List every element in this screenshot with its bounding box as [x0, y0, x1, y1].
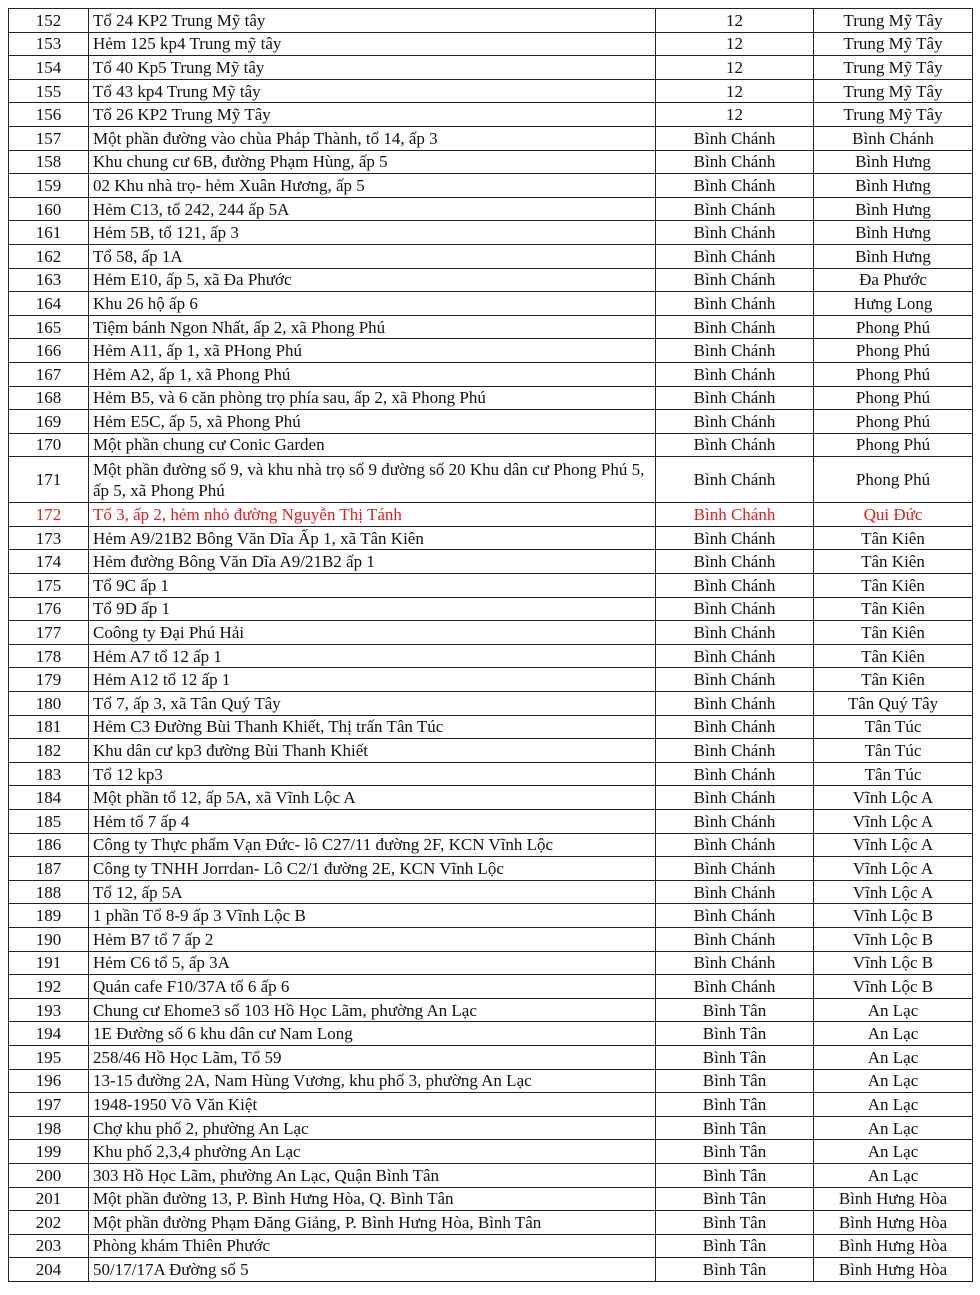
district-cell: Bình Chánh — [656, 503, 814, 527]
table-row — [9, 150, 973, 174]
district-cell: Bình Chánh — [656, 951, 814, 975]
address-cell: Khu dân cư kp3 đường Bùi Thanh Khiết — [89, 739, 656, 763]
ward-cell: An Lạc — [814, 1140, 973, 1164]
district-cell: Bình Chánh — [656, 975, 814, 999]
address-cell: Một phần tổ 12, ấp 5A, xã Vĩnh Lộc A — [89, 786, 656, 810]
district-cell: Bình Chánh — [656, 362, 814, 386]
district-cell: Bình Tân — [656, 1211, 814, 1235]
ward-cell: Trung Mỹ Tây — [814, 56, 973, 80]
table-row — [9, 126, 973, 150]
address-cell: Tổ 12 kp3 — [89, 762, 656, 786]
row-number-cell: 152 — [9, 9, 89, 33]
table-row — [9, 1258, 973, 1282]
ward-cell: Vĩnh Lộc B — [814, 951, 973, 975]
ward-cell: An Lạc — [814, 998, 973, 1022]
address-cell: Tiệm bánh Ngon Nhất, ấp 2, xã Phong Phú — [89, 315, 656, 339]
table-row — [9, 1163, 973, 1187]
table-row — [9, 1140, 973, 1164]
row-number-cell: 172 — [9, 503, 89, 527]
row-number-cell: 153 — [9, 32, 89, 56]
address-cell: 13-15 đường 2A, Nam Hùng Vương, khu phố 3, phường An Lạc — [89, 1069, 656, 1093]
district-cell: Bình Chánh — [656, 762, 814, 786]
district-cell: Bình Tân — [656, 1140, 814, 1164]
address-cell: Hẻm C13, tổ 242, 244 ấp 5A — [89, 197, 656, 221]
ward-cell: An Lạc — [814, 1069, 973, 1093]
ward-cell: Vĩnh Lộc A — [814, 810, 973, 834]
district-cell: Bình Chánh — [656, 197, 814, 221]
row-number-cell: 171 — [9, 457, 89, 503]
address-cell: Hẻm C6 tổ 5, ấp 3A — [89, 951, 656, 975]
district-cell: Bình Chánh — [656, 668, 814, 692]
address-cell: 1E Đường số 6 khu dân cư Nam Long — [89, 1022, 656, 1046]
row-number-cell: 176 — [9, 597, 89, 621]
address-cell: Một phần đường 13, P. Bình Hưng Hòa, Q. Bình Tân — [89, 1187, 656, 1211]
ward-cell: Qui Đức — [814, 503, 973, 527]
district-cell: Bình Chánh — [656, 244, 814, 268]
ward-cell: Bình Hưng Hòa — [814, 1234, 973, 1258]
address-cell: Tổ 58, ấp 1A — [89, 244, 656, 268]
district-cell: Bình Tân — [656, 1022, 814, 1046]
row-number-cell: 191 — [9, 951, 89, 975]
table-row — [9, 880, 973, 904]
address-cell: Khu chung cư 6B, đường Phạm Hùng, ấp 5 — [89, 150, 656, 174]
district-cell: Bình Tân — [656, 1116, 814, 1140]
table-row — [9, 56, 973, 80]
ward-cell: Trung Mỹ Tây — [814, 79, 973, 103]
address-cell: Hẻm tổ 7 ấp 4 — [89, 810, 656, 834]
lockdown-area-table-sheet — [8, 8, 973, 1282]
district-cell: 12 — [656, 32, 814, 56]
ward-cell: Phong Phú — [814, 410, 973, 434]
address-cell: Chợ khu phố 2, phường An Lạc — [89, 1116, 656, 1140]
table-row — [9, 810, 973, 834]
address-cell: Tổ 40 Kp5 Trung Mỹ tây — [89, 56, 656, 80]
table-row — [9, 221, 973, 245]
ward-cell: An Lạc — [814, 1116, 973, 1140]
row-number-cell: 179 — [9, 668, 89, 692]
district-cell: Bình Chánh — [656, 150, 814, 174]
address-cell: Công ty TNHH Jorrdan- Lô C2/1 đường 2E, KCN Vĩnh Lộc — [89, 857, 656, 881]
address-cell: Hẻm đường Bông Văn Dĩa A9/21B2 ấp 1 — [89, 550, 656, 574]
ward-cell: An Lạc — [814, 1163, 973, 1187]
ward-cell: Tân Kiên — [814, 644, 973, 668]
ward-cell: Phong Phú — [814, 339, 973, 363]
table-row — [9, 9, 973, 33]
row-number-cell: 180 — [9, 692, 89, 716]
district-cell: Bình Chánh — [656, 457, 814, 503]
row-number-cell: 193 — [9, 998, 89, 1022]
table-row — [9, 1234, 973, 1258]
address-cell: Hẻm B7 tổ 7 ấp 2 — [89, 927, 656, 951]
table-row — [9, 1022, 973, 1046]
row-number-cell: 196 — [9, 1069, 89, 1093]
address-cell: Hẻm A9/21B2 Bông Văn Dĩa Ấp 1, xã Tân Kiên — [89, 526, 656, 550]
ward-cell: Tân Kiên — [814, 668, 973, 692]
address-cell: 258/46 Hồ Học Lãm, Tổ 59 — [89, 1045, 656, 1069]
row-number-cell: 161 — [9, 221, 89, 245]
district-cell: Bình Chánh — [656, 550, 814, 574]
ward-cell: Bình Hưng Hòa — [814, 1211, 973, 1235]
district-cell: Bình Chánh — [656, 621, 814, 645]
row-number-cell: 187 — [9, 857, 89, 881]
address-cell: 1 phần Tổ 8-9 ấp 3 Vĩnh Lộc B — [89, 904, 656, 928]
address-cell: Hẻm E5C, ấp 5, xã Phong Phú — [89, 410, 656, 434]
address-cell: Hẻm A2, ấp 1, xã Phong Phú — [89, 362, 656, 386]
row-number-cell: 197 — [9, 1093, 89, 1117]
district-cell: Bình Chánh — [656, 574, 814, 598]
row-number-cell: 157 — [9, 126, 89, 150]
ward-cell: Phong Phú — [814, 433, 973, 457]
table-row — [9, 268, 973, 292]
row-number-cell: 155 — [9, 79, 89, 103]
ward-cell: Vĩnh Lộc A — [814, 857, 973, 881]
row-number-cell: 169 — [9, 410, 89, 434]
row-number-cell: 190 — [9, 927, 89, 951]
row-number-cell: 204 — [9, 1258, 89, 1282]
address-cell: Một phần chung cư Conic Garden — [89, 433, 656, 457]
ward-cell: Tân Túc — [814, 762, 973, 786]
ward-cell: Vĩnh Lộc B — [814, 927, 973, 951]
ward-cell: Tân Kiên — [814, 550, 973, 574]
district-cell: 12 — [656, 56, 814, 80]
table-row — [9, 362, 973, 386]
ward-cell: Bình Hưng — [814, 150, 973, 174]
table-row — [9, 32, 973, 56]
district-cell: Bình Chánh — [656, 174, 814, 198]
row-number-cell: 194 — [9, 1022, 89, 1046]
district-cell: Bình Chánh — [656, 410, 814, 434]
address-cell: Hẻm A12 tổ 12 ấp 1 — [89, 668, 656, 692]
ward-cell: Tân Kiên — [814, 526, 973, 550]
row-number-cell: 177 — [9, 621, 89, 645]
ward-cell: Bình Hưng Hòa — [814, 1187, 973, 1211]
table-row — [9, 1187, 973, 1211]
address-cell: Hẻm A7 tổ 12 ấp 1 — [89, 644, 656, 668]
row-number-cell: 166 — [9, 339, 89, 363]
row-number-cell: 174 — [9, 550, 89, 574]
district-cell: Bình Chánh — [656, 386, 814, 410]
address-cell: Tổ 12, ấp 5A — [89, 880, 656, 904]
district-cell: Bình Chánh — [656, 315, 814, 339]
ward-cell: Vĩnh Lộc A — [814, 833, 973, 857]
ward-cell: Hưng Long — [814, 292, 973, 316]
table-row — [9, 975, 973, 999]
address-cell: Tổ 3, ấp 2, hẻm nhỏ đường Nguyễn Thị Tánh — [89, 503, 656, 527]
table-row — [9, 1045, 973, 1069]
table-row — [9, 597, 973, 621]
row-number-cell: 189 — [9, 904, 89, 928]
row-number-cell: 198 — [9, 1116, 89, 1140]
row-number-cell: 173 — [9, 526, 89, 550]
row-number-cell: 184 — [9, 786, 89, 810]
district-cell: Bình Chánh — [656, 927, 814, 951]
district-cell: Bình Tân — [656, 1163, 814, 1187]
table-row — [9, 668, 973, 692]
row-number-cell: 202 — [9, 1211, 89, 1235]
district-cell: Bình Tân — [656, 998, 814, 1022]
ward-cell: Bình Hưng — [814, 174, 973, 198]
ward-cell: Bình Hưng Hòa — [814, 1258, 973, 1282]
table-row — [9, 904, 973, 928]
ward-cell: Vĩnh Lộc A — [814, 880, 973, 904]
row-number-cell: 167 — [9, 362, 89, 386]
lockdown-area-table — [8, 8, 973, 1282]
address-cell: Tổ 7, ấp 3, xã Tân Quý Tây — [89, 692, 656, 716]
ward-cell: Bình Hưng — [814, 197, 973, 221]
address-cell: Coông ty Đại Phú Hải — [89, 621, 656, 645]
address-cell: 303 Hồ Học Lãm, phường An Lạc, Quận Bình Tân — [89, 1163, 656, 1187]
address-cell: 02 Khu nhà trọ- hẻm Xuân Hương, ấp 5 — [89, 174, 656, 198]
district-cell: Bình Chánh — [656, 857, 814, 881]
address-cell: Công ty Thực phẩm Vạn Đức- lô C27/11 đường 2F, KCN Vĩnh Lộc — [89, 833, 656, 857]
address-cell: Khu phố 2,3,4 phường An Lạc — [89, 1140, 656, 1164]
address-cell: Khu 26 hộ ấp 6 — [89, 292, 656, 316]
address-cell: Hẻm A11, ấp 1, xã PHong Phú — [89, 339, 656, 363]
row-number-cell: 170 — [9, 433, 89, 457]
address-cell: Một phần đường số 9, và khu nhà trọ số 9 đường số 20 Khu dân cư Phong Phú 5, ấp 5, xã Phong Phú — [89, 457, 656, 503]
table-row — [9, 526, 973, 550]
table-row — [9, 457, 973, 503]
row-number-cell: 192 — [9, 975, 89, 999]
district-cell: 12 — [656, 79, 814, 103]
table-row — [9, 1069, 973, 1093]
ward-cell: Phong Phú — [814, 362, 973, 386]
ward-cell: Bình Hưng — [814, 244, 973, 268]
table-row — [9, 715, 973, 739]
table-row — [9, 410, 973, 434]
table-row — [9, 103, 973, 127]
address-cell: Chung cư Ehome3 số 103 Hồ Học Lãm, phường An Lạc — [89, 998, 656, 1022]
district-cell: Bình Chánh — [656, 715, 814, 739]
table-row — [9, 833, 973, 857]
ward-cell: An Lạc — [814, 1022, 973, 1046]
row-number-cell: 165 — [9, 315, 89, 339]
row-number-cell: 200 — [9, 1163, 89, 1187]
table-row — [9, 951, 973, 975]
table-row — [9, 550, 973, 574]
table-row — [9, 927, 973, 951]
row-number-cell: 199 — [9, 1140, 89, 1164]
table-row — [9, 433, 973, 457]
address-cell: Hẻm 125 kp4 Trung mỹ tây — [89, 32, 656, 56]
table-row — [9, 292, 973, 316]
table-row — [9, 998, 973, 1022]
table-row — [9, 503, 973, 527]
table-row — [9, 79, 973, 103]
ward-cell: Vĩnh Lộc A — [814, 786, 973, 810]
district-cell: Bình Chánh — [656, 126, 814, 150]
address-cell: 50/17/17A Đường số 5 — [89, 1258, 656, 1282]
table-row — [9, 1116, 973, 1140]
ward-cell: Vĩnh Lộc B — [814, 904, 973, 928]
row-number-cell: 162 — [9, 244, 89, 268]
district-cell: Bình Tân — [656, 1069, 814, 1093]
address-cell: Tổ 9D ấp 1 — [89, 597, 656, 621]
address-cell: Tổ 26 KP2 Trung Mỹ Tây — [89, 103, 656, 127]
address-cell: Quán cafe F10/37A tổ 6 ấp 6 — [89, 975, 656, 999]
table-row — [9, 739, 973, 763]
address-cell: Một phần đường Phạm Đăng Giảng, P. Bình Hưng Hòa, Bình Tân — [89, 1211, 656, 1235]
table-row — [9, 1211, 973, 1235]
address-cell: Hẻm 5B, tổ 121, ấp 3 — [89, 221, 656, 245]
ward-cell: Tân Kiên — [814, 621, 973, 645]
table-row — [9, 174, 973, 198]
row-number-cell: 186 — [9, 833, 89, 857]
district-cell: Bình Chánh — [656, 268, 814, 292]
district-cell: Bình Chánh — [656, 880, 814, 904]
district-cell: Bình Chánh — [656, 739, 814, 763]
row-number-cell: 188 — [9, 880, 89, 904]
ward-cell: Phong Phú — [814, 315, 973, 339]
address-cell: Hẻm C3 Đường Bùi Thanh Khiết, Thị trấn Tân Túc — [89, 715, 656, 739]
table-row — [9, 315, 973, 339]
district-cell: 12 — [656, 9, 814, 33]
ward-cell: Bình Chánh — [814, 126, 973, 150]
row-number-cell: 158 — [9, 150, 89, 174]
district-cell: 12 — [656, 103, 814, 127]
row-number-cell: 168 — [9, 386, 89, 410]
district-cell: Bình Tân — [656, 1187, 814, 1211]
address-cell: 1948-1950 Võ Văn Kiệt — [89, 1093, 656, 1117]
district-cell: Bình Chánh — [656, 644, 814, 668]
ward-cell: Tân Kiên — [814, 574, 973, 598]
ward-cell: Phong Phú — [814, 457, 973, 503]
row-number-cell: 175 — [9, 574, 89, 598]
row-number-cell: 164 — [9, 292, 89, 316]
table-row — [9, 1093, 973, 1117]
address-cell: Tổ 9C ấp 1 — [89, 574, 656, 598]
table-row — [9, 386, 973, 410]
row-number-cell: 154 — [9, 56, 89, 80]
address-cell: Hẻm B5, và 6 căn phòng trọ phía sau, ấp 2, xã Phong Phú — [89, 386, 656, 410]
table-row — [9, 786, 973, 810]
table-row — [9, 197, 973, 221]
ward-cell: Tân Túc — [814, 715, 973, 739]
table-row — [9, 692, 973, 716]
row-number-cell: 195 — [9, 1045, 89, 1069]
district-cell: Bình Chánh — [656, 786, 814, 810]
district-cell: Bình Tân — [656, 1093, 814, 1117]
ward-cell: Tân Quý Tây — [814, 692, 973, 716]
district-cell: Bình Tân — [656, 1234, 814, 1258]
row-number-cell: 182 — [9, 739, 89, 763]
ward-cell: Tân Túc — [814, 739, 973, 763]
ward-cell: Trung Mỹ Tây — [814, 32, 973, 56]
ward-cell: An Lạc — [814, 1093, 973, 1117]
row-number-cell: 163 — [9, 268, 89, 292]
district-cell: Bình Tân — [656, 1045, 814, 1069]
row-number-cell: 185 — [9, 810, 89, 834]
address-cell: Phòng khám Thiên Phước — [89, 1234, 656, 1258]
ward-cell: Trung Mỹ Tây — [814, 103, 973, 127]
row-number-cell: 181 — [9, 715, 89, 739]
table-row — [9, 339, 973, 363]
ward-cell: Trung Mỹ Tây — [814, 9, 973, 33]
address-cell: Một phần đường vào chùa Pháp Thành, tổ 14, ấp 3 — [89, 126, 656, 150]
row-number-cell: 203 — [9, 1234, 89, 1258]
address-cell: Hẻm E10, ấp 5, xã Đa Phước — [89, 268, 656, 292]
table-row — [9, 621, 973, 645]
row-number-cell: 156 — [9, 103, 89, 127]
district-cell: Bình Tân — [656, 1258, 814, 1282]
district-cell: Bình Chánh — [656, 597, 814, 621]
table-body — [9, 9, 973, 1282]
district-cell: Bình Chánh — [656, 904, 814, 928]
table-row — [9, 244, 973, 268]
district-cell: Bình Chánh — [656, 810, 814, 834]
ward-cell: An Lạc — [814, 1045, 973, 1069]
district-cell: Bình Chánh — [656, 526, 814, 550]
ward-cell: Phong Phú — [814, 386, 973, 410]
ward-cell: Bình Hưng — [814, 221, 973, 245]
district-cell: Bình Chánh — [656, 433, 814, 457]
district-cell: Bình Chánh — [656, 833, 814, 857]
district-cell: Bình Chánh — [656, 221, 814, 245]
table-row — [9, 762, 973, 786]
row-number-cell: 183 — [9, 762, 89, 786]
ward-cell: Vĩnh Lộc B — [814, 975, 973, 999]
row-number-cell: 159 — [9, 174, 89, 198]
table-row — [9, 574, 973, 598]
district-cell: Bình Chánh — [656, 339, 814, 363]
ward-cell: Đa Phước — [814, 268, 973, 292]
row-number-cell: 160 — [9, 197, 89, 221]
district-cell: Bình Chánh — [656, 692, 814, 716]
table-row — [9, 857, 973, 881]
row-number-cell: 201 — [9, 1187, 89, 1211]
ward-cell: Tân Kiên — [814, 597, 973, 621]
table-row — [9, 644, 973, 668]
address-cell: Tổ 43 kp4 Trung Mỹ tây — [89, 79, 656, 103]
district-cell: Bình Chánh — [656, 292, 814, 316]
address-cell: Tổ 24 KP2 Trung Mỹ tây — [89, 9, 656, 33]
row-number-cell: 178 — [9, 644, 89, 668]
